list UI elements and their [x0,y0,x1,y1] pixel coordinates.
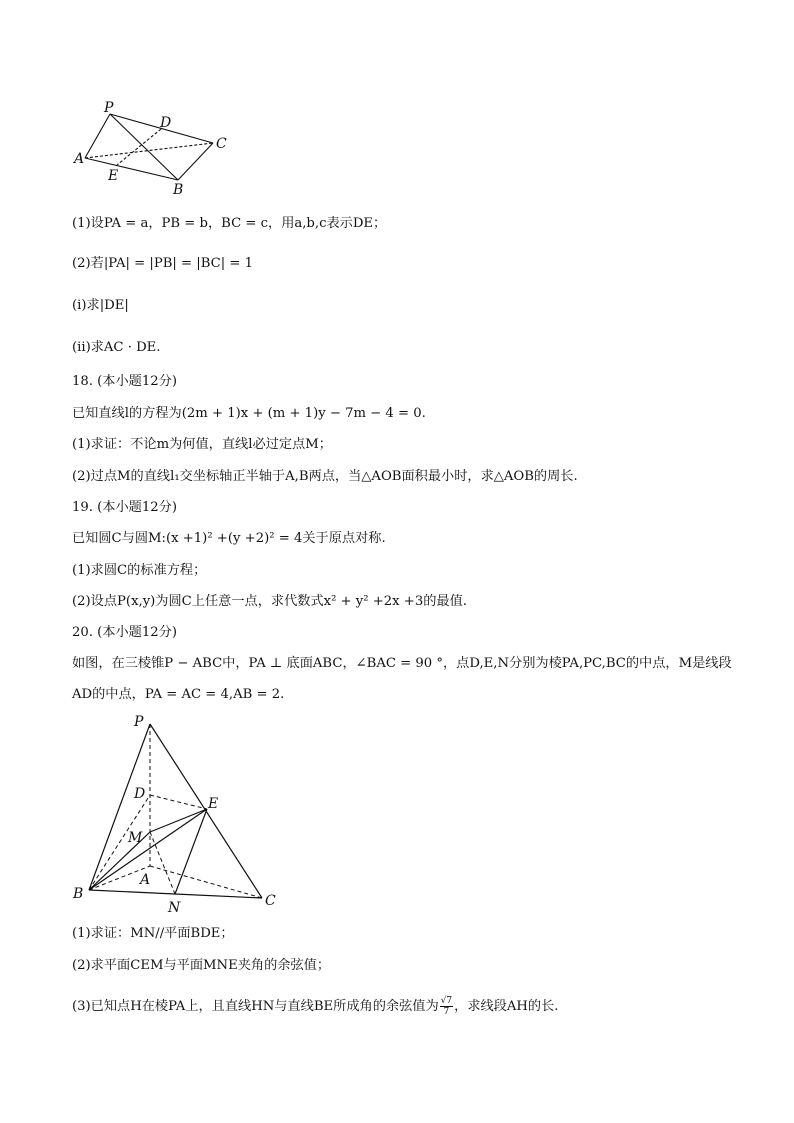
label-N: N [168,900,181,915]
edge-AB [85,158,178,180]
q20-part3-text-post: ，求线段AH的长. [454,999,559,1014]
figure-tetrahedron [70,710,290,915]
label-C: C [265,893,276,909]
q19-part1: (1)求圆C的标准方程； [72,563,207,578]
edge-MN [150,832,175,894]
label-A: A [140,872,151,888]
q20-stem-line2: AD的中点，PA = AC = 4,AB = 2. [72,687,285,702]
q17-part2ii: (ii)求AC · DE. [72,340,161,355]
edge-AC [85,143,213,158]
q17-part1: (1)设PA = a，PB = b，BC = c，用a,b,c表示DE； [72,216,387,231]
figure-parallelogram [70,98,240,198]
label-B: B [173,182,184,198]
edge-PB [89,724,150,890]
q20-stem-line1: 如图，在三棱锥P − ABC中，PA ⊥ 底面ABC，∠BAC = 90 °，点D,E,N分别为棱PA,PC,BC的中点，M是线段 [72,656,732,671]
q19-header: 19. (本小题12分) [72,500,177,515]
label-A: A [74,151,85,167]
edge-BN [89,890,175,894]
edge-DE [117,129,161,165]
fraction-denominator: 7 [443,1007,450,1017]
label-D: D [160,115,172,131]
q18-stem: 已知直线l的方程为(2m + 1)x + (m + 1)y − 7m − 4 = 0. [72,406,426,421]
q18-part2: (2)过点M的直线l₁交坐标轴正半轴于A,B两点，当△AOB面积最小时，求△AOB的周长. [72,469,578,484]
edge-BC [178,143,213,180]
q17-part2: (2)若|PA| = |PB| = |BC| = 1 [72,256,253,271]
q19-part2: (2)设点P(x,y)为圆C上任意一点，求代数式x² + y² +2x +3的最值. [72,594,467,609]
q20-part3-fraction [440,996,453,1017]
q19-stem: 已知圆C与圆M:(x +1)² +(y +2)² = 4关于原点对称. [72,531,386,546]
q20-part3-text-pre: (3)已知点H在棱PA上，且直线HN与直线BE所成角的余弦值为 [72,999,439,1014]
label-P: P [104,100,114,116]
edge-NC [175,894,262,898]
label-B: B [73,886,84,902]
label-P: P [134,714,144,730]
fraction-numerator: √7 [440,996,453,1006]
label-E: E [108,168,119,184]
q17-part2i: (i)求|DE| [72,298,129,313]
q20-header: 20. (本小题12分) [72,625,177,640]
edge-NE [175,809,207,894]
edge-PA [85,114,110,158]
q18-part1: (1)求证：不论m为何值，直线l必过定点M； [72,437,332,452]
q20-part1: (1)求证：MN//平面BDE； [72,926,234,941]
q18-header: 18. (本小题12分) [72,374,177,389]
label-M: M [128,830,143,846]
label-E: E [208,796,219,812]
q20-part3 [72,996,558,1017]
label-D: D [134,786,146,802]
label-C: C [216,136,227,152]
q20-part2: (2)求平面CEM与平面MNE夹角的余弦值； [72,958,331,973]
edge-DE [150,795,207,809]
